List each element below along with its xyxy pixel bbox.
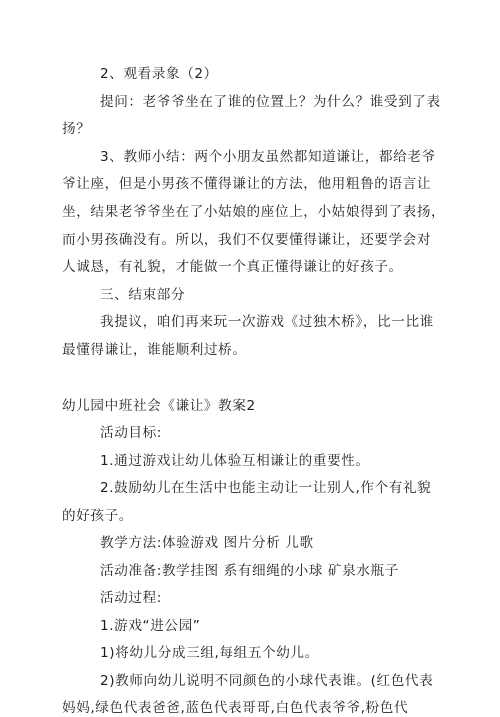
text-line: 1)将幼儿分成三组,每组五个幼儿。	[100, 645, 319, 661]
text-line: 扬？	[62, 121, 91, 137]
text-line: 教学方法:体验游戏 图片分析 儿歌	[100, 535, 314, 551]
text-line: 爷让座，但是小男孩不懂得谦让的方法，他用粗鲁的语言让	[62, 176, 432, 192]
text-line: 活动过程:	[100, 590, 162, 606]
text-line: 3、教师小结：两个小朋友虽然都知道谦让，都给老爷	[100, 149, 436, 165]
text-line: 人诚恳，有礼貌，才能做一个真正懂得谦让的好孩子。	[62, 259, 403, 275]
text-line: 提问：老爷爷坐在了谁的位置上？为什么？谁受到了表	[100, 94, 441, 110]
text-line: 我提议，咱们再来玩一次游戏《过独木桥》，比一比谁	[100, 314, 434, 330]
section-heading: 三、结束部分	[100, 287, 186, 303]
text-line: 2.鼓励幼儿在生活中也能主动让一让别人,作个有礼貌	[100, 480, 432, 496]
document-subtitle: 幼儿园中班社会《谦让》教案2	[62, 398, 256, 414]
text-line: 的好孩子。	[62, 508, 133, 524]
text-line: 1.通过游戏让幼儿体验互相谦让的重要性。	[100, 453, 370, 469]
text-line: 最懂得谦让，谁能顺利过桥。	[62, 342, 247, 358]
text-line: 1.游戏“进公园”	[100, 618, 201, 634]
text-line: 活动准备:教学挂图 系有细绳的小球 矿泉水瓶子	[100, 563, 399, 579]
text-line: 活动目标:	[100, 425, 162, 441]
text-line: 而小男孩确没有。所以，我们不仅要懂得谦让，还要学会对	[62, 232, 432, 248]
text-line: 2、观看录象（2）	[100, 66, 218, 82]
text-line: 2)教师向幼儿说明不同颜色的小球代表谁。(红色代表	[100, 673, 434, 689]
text-line: 坐，结果老爷爷坐在了小姑娘的座位上，小姑娘得到了表扬，	[62, 204, 446, 220]
text-line: 妈妈,绿色代表爸爸,蓝色代表哥哥,白色代表爷爷,粉色代	[62, 700, 409, 716]
